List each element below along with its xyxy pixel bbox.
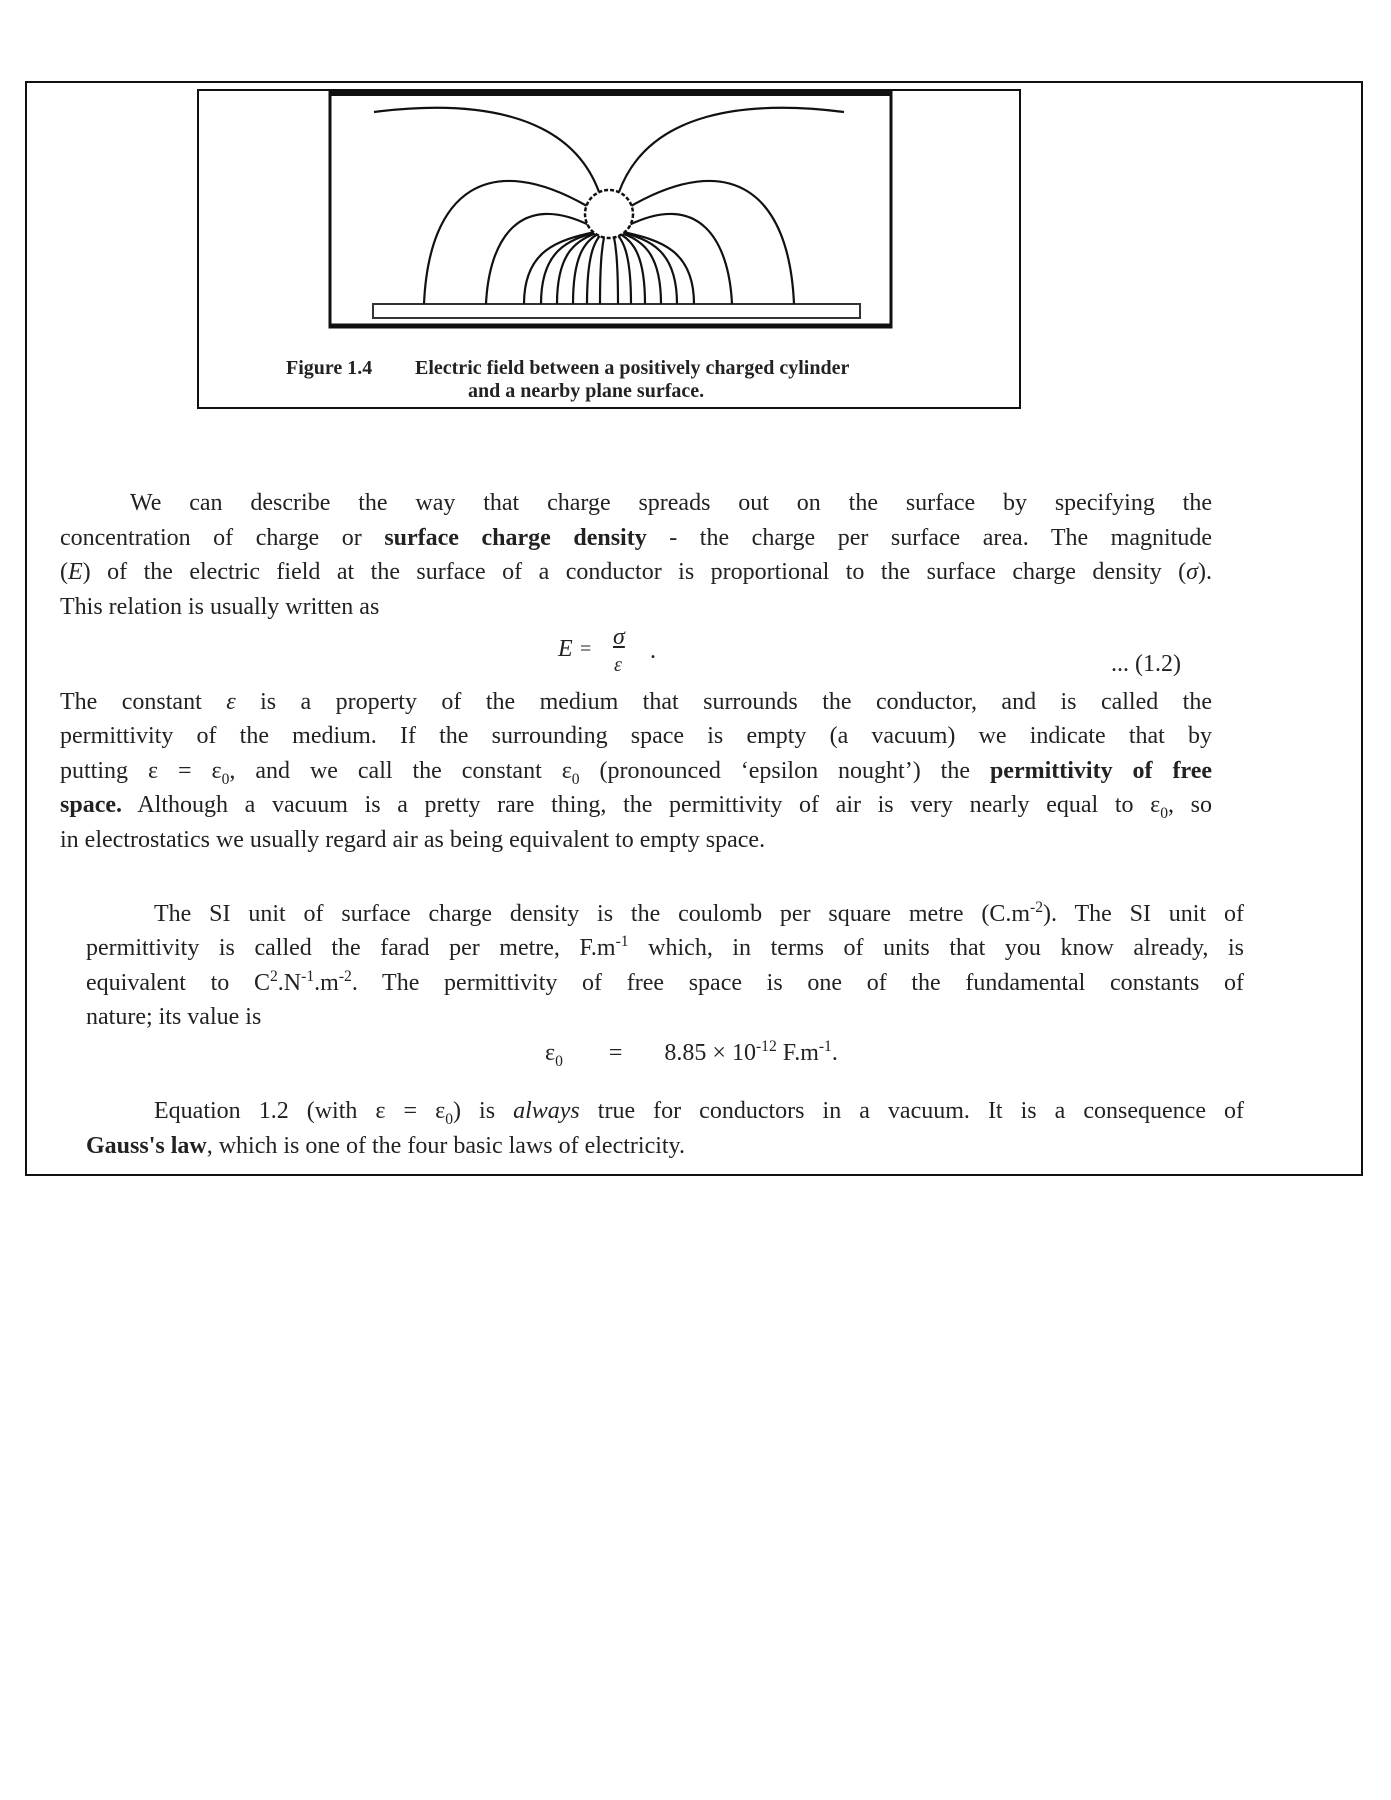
text-segment: Although a vacuum is a pretty rare thing, the permittivity of air is very nearly equal to ε	[122, 792, 1161, 818]
text-line	[86, 966, 1244, 1000]
text-segment: We can describe the way that charge spreads out on the surface by specifying the	[130, 490, 1212, 516]
eq-lhs: E	[558, 636, 573, 662]
eps0-end: .	[831, 1040, 838, 1066]
text-segment: , which is one of the four basic laws of electricity.	[206, 1133, 685, 1159]
eps0-subscript: 0	[555, 1053, 563, 1070]
text-line	[60, 754, 1212, 788]
text-segment: in electrostatics we usually regard air as being equivalent to empty space.	[60, 827, 766, 853]
text-segment: ) is	[453, 1098, 514, 1124]
text-segment: (	[60, 559, 68, 585]
text-line	[130, 486, 1212, 520]
text-segment: is a property of the medium that surrounds the conductor, and is called the	[235, 689, 1213, 715]
text-segment: - the charge per surface area. The magnitude	[646, 525, 1212, 551]
text-line	[86, 1000, 1244, 1034]
text-segment: 0	[571, 771, 580, 788]
field-line-side	[424, 181, 587, 304]
text-segment: Gauss's law	[86, 1133, 207, 1159]
text-segment: permittivity of free	[989, 758, 1212, 784]
text-segment: ).	[1198, 559, 1212, 585]
text-segment: 0	[221, 771, 230, 788]
eq-denominator: ε	[614, 654, 622, 676]
text-segment: ) of the electric field at the surface of a conductor is proportional to the surface charge density (	[82, 559, 1187, 585]
eq-equals: =	[580, 638, 592, 660]
eps0-value: 8.85 × 10	[664, 1040, 756, 1066]
eq-numerator: σ	[613, 624, 625, 650]
figure-label: Figure 1.4	[286, 357, 373, 379]
text-segment: true for conductors in a vacuum. It is a consequence of	[579, 1098, 1245, 1124]
text-segment: equivalent to C	[86, 970, 270, 996]
eps0-unit: F.m	[776, 1040, 819, 1066]
plane-surface	[373, 304, 860, 318]
field-line-outer	[619, 108, 844, 192]
text-line	[86, 1129, 1244, 1163]
eps0-equals: =	[608, 1040, 623, 1066]
field-line-inner	[619, 232, 661, 304]
text-segment: permittivity of the medium. If the surrounding space is empty (a vacuum) we indicate that by	[60, 723, 1212, 749]
text-segment: 2	[270, 968, 278, 985]
text-segment: . The permittivity of free space is one of the fundamental constants of	[351, 970, 1244, 996]
text-line	[60, 685, 1212, 719]
eq-number: ... (1.2)	[1111, 651, 1181, 677]
text-segment: -1	[615, 933, 629, 950]
figure-caption-line2: and a nearby plane surface.	[468, 380, 705, 402]
eps0-exponent: -12	[755, 1038, 777, 1055]
text-segment: permittivity is called the farad per metre, F.m	[86, 935, 616, 961]
text-segment: .N	[277, 970, 302, 996]
field-line-inner	[524, 232, 595, 304]
text-segment: always	[513, 1098, 580, 1124]
text-segment: -1	[301, 968, 315, 985]
field-line-inner	[600, 232, 605, 304]
text-segment: The constant	[60, 689, 227, 715]
text-line	[60, 788, 1212, 822]
field-line-outer	[374, 108, 599, 192]
text-segment: -2	[1030, 899, 1044, 916]
charged-cylinder	[585, 190, 633, 238]
text-segment: 0	[445, 1111, 453, 1128]
text-segment: which, in terms of units that you know already, is	[628, 935, 1244, 961]
text-segment: putting ε = ε	[60, 758, 222, 784]
eq-dot: .	[650, 638, 656, 664]
equation-epsilon-nought	[545, 1038, 838, 1070]
text-segment: ). The SI unit of	[1043, 901, 1244, 927]
field-line-inner	[623, 232, 694, 304]
text-segment: Equation 1.2 (with ε = ε	[154, 1098, 446, 1124]
text-segment: This relation is usually written as	[60, 594, 380, 620]
text-line	[60, 590, 1212, 624]
text-segment: , so	[1168, 792, 1213, 818]
text-segment: , and we call the constant ε	[229, 758, 572, 784]
text-segment: concentration of charge or	[60, 525, 385, 551]
text-segment: E	[68, 559, 83, 585]
text-segment: space.	[60, 792, 122, 818]
text-segment: -2	[338, 968, 352, 985]
text-line	[60, 719, 1212, 753]
text-segment: σ	[1186, 559, 1198, 585]
text-line	[154, 897, 1244, 931]
eps0-symbol: ε	[545, 1040, 556, 1066]
field-line-inner	[557, 232, 599, 304]
text-line	[86, 931, 1244, 965]
eps0-unit-exponent: -1	[818, 1038, 832, 1055]
field-line-inner	[613, 232, 618, 304]
text-line	[60, 555, 1212, 589]
text-segment: The SI unit of surface charge density is the coulomb per square metre (C.m	[154, 901, 1031, 927]
text-line	[154, 1094, 1244, 1128]
text-segment: 0	[1160, 805, 1169, 822]
text-segment: ε	[226, 689, 236, 715]
text-segment: nature; its value is	[86, 1004, 262, 1030]
text-segment: (pronounced ‘epsilon nought’) the	[579, 758, 990, 784]
figure-caption-line1: Electric field between a positively charged cylinder	[415, 357, 850, 379]
text-line	[60, 521, 1212, 555]
text-line	[60, 823, 1212, 857]
text-segment: .m	[314, 970, 339, 996]
text-segment: surface charge density	[384, 525, 647, 551]
field-line-side	[631, 181, 794, 304]
